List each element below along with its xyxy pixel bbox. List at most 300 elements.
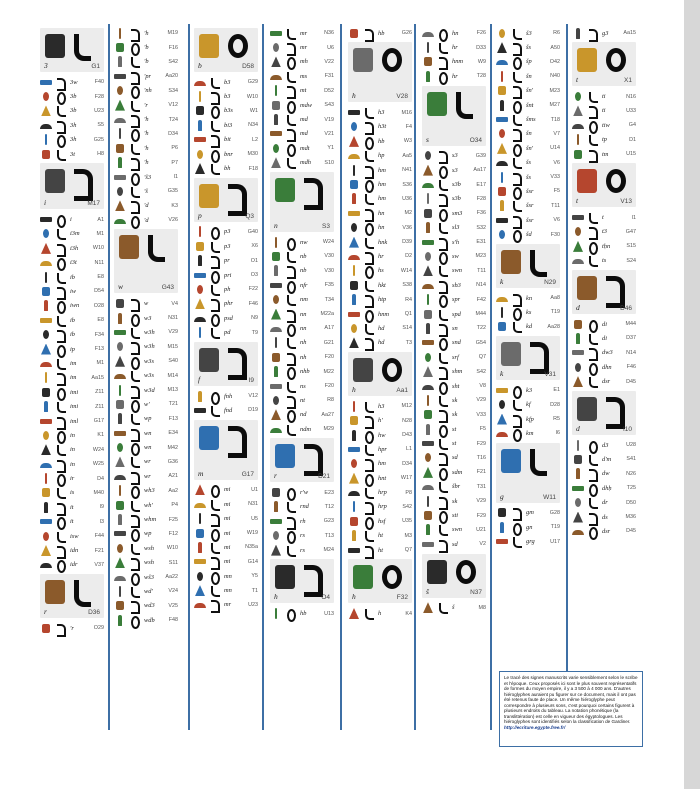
hieroglyph-icon: [496, 28, 508, 39]
hieroglyph-icon: [422, 452, 434, 463]
transliteration: w3: [144, 314, 152, 322]
sign-entry: [270, 156, 334, 170]
hieratic-sign-icon: [55, 459, 67, 470]
transliteration: kf: [526, 401, 531, 409]
sign-entry: [572, 524, 636, 538]
hieratic-sign-icon: [587, 512, 599, 523]
hieratic-sign-icon: [129, 572, 141, 583]
sign-entry: [348, 163, 412, 177]
hieratic-sign-icon: [209, 499, 221, 510]
hieratic-sign-icon: [363, 430, 375, 441]
gardiner-code: E8: [97, 274, 104, 281]
sign-entry: [194, 239, 258, 253]
hieroglyph-icon: [496, 71, 508, 82]
transliteration: bnr: [224, 150, 233, 158]
sign-entry: [496, 40, 560, 54]
gardiner-code: V31: [544, 371, 556, 379]
hieratic-sign-icon: [55, 531, 67, 542]
hieroglyph-icon: [422, 56, 434, 67]
hieroglyph-icon: [348, 458, 360, 469]
hieratic-sign-icon: [129, 215, 141, 226]
hieratic-sign-icon: [129, 600, 141, 611]
hieratic-sign-icon: [363, 208, 375, 219]
transliteration: nm: [300, 296, 308, 304]
hieroglyph-icon: [40, 272, 52, 283]
hieroglyph-icon: [270, 530, 282, 541]
sign-entry: [422, 537, 486, 551]
column-separator: [262, 24, 264, 730]
featured-sign-box: [270, 172, 334, 232]
hieroglyph-icon: [422, 395, 434, 406]
hieratic-sign-icon: [363, 193, 375, 204]
gardiner-code: V37: [94, 561, 104, 568]
hieratic-sign-icon: [55, 315, 67, 326]
hieratic-sign-icon: [511, 71, 523, 82]
transliteration: md: [300, 130, 308, 138]
sign-entry: [270, 422, 334, 436]
gardiner-code: N26: [626, 470, 636, 477]
hieroglyph-icon: [114, 114, 126, 125]
hieratic-sign-icon: [209, 484, 221, 495]
transliteration: 'b: [144, 58, 149, 66]
gardiner-code: F48: [168, 617, 178, 624]
gardiner-code: E17: [476, 181, 486, 188]
gardiner-code: N35a: [245, 544, 258, 551]
gardiner-code: E34: [168, 430, 178, 437]
hieratic-sign-icon: [363, 265, 375, 276]
sign-entry: [422, 278, 486, 292]
hieratic-sign-icon: [437, 237, 449, 248]
hieroglyph-icon: [496, 85, 508, 96]
sign-entry: [496, 320, 560, 334]
hieratic-sign-icon: [129, 298, 141, 309]
transliteration: spr: [452, 296, 461, 304]
gardiner-code: D28: [550, 401, 560, 408]
hieratic-sign-icon: [129, 172, 141, 183]
transliteration: km: [526, 429, 534, 437]
hieratic-sign-icon: [604, 276, 624, 302]
hieroglyph-icon: [422, 524, 434, 535]
transliteration: hnt: [378, 474, 387, 482]
hieratic-sign-icon: [437, 208, 449, 219]
hieratic-sign-icon: [129, 71, 141, 82]
transliteration: šs: [526, 159, 531, 167]
transliteration: fnd: [224, 406, 233, 414]
featured-sign-box: [114, 229, 178, 293]
sign-entry: [40, 89, 104, 103]
hieratic-sign-icon: [129, 500, 141, 511]
transliteration: šs: [526, 44, 531, 52]
hieratic-sign-icon: [209, 105, 221, 116]
gardiner-code: G39: [475, 152, 486, 159]
transliteration: 3t: [70, 150, 75, 158]
hieroglyph-icon: [270, 487, 282, 498]
hieratic-sign-icon: [209, 241, 221, 252]
transliteration: ts: [602, 257, 607, 265]
hieroglyph-icon: [40, 623, 52, 634]
hieratic-sign-icon: [285, 85, 297, 96]
hieratic-sign-icon: [363, 179, 375, 190]
hieroglyph-icon: [348, 309, 360, 320]
gardiner-code: S36: [402, 181, 412, 188]
gardiner-code: O42: [549, 58, 560, 65]
hieroglyph-icon: [572, 255, 584, 266]
hieratic-sign-icon: [285, 251, 297, 262]
hieratic-sign-icon: [587, 241, 599, 252]
sign-entry: [40, 299, 104, 313]
hieroglyph-icon: [348, 430, 360, 441]
sign-entry: [348, 26, 412, 40]
sign-entry: [194, 483, 258, 497]
transliteration: h': [378, 417, 383, 425]
hieratic-sign-icon: [129, 586, 141, 597]
hieroglyph-icon: [40, 459, 52, 470]
sign-entry: [194, 161, 258, 175]
gardiner-code: E1: [553, 387, 560, 394]
sign-entry: [496, 141, 560, 155]
gardiner-code: Q7: [478, 354, 486, 361]
transliteration: k: [500, 369, 504, 379]
transliteration: nh: [300, 353, 307, 361]
sign-entry: [270, 26, 334, 40]
sign-entry: [422, 177, 486, 191]
gardiner-code: N14: [626, 349, 636, 356]
transliteration: b: [198, 61, 202, 70]
hieroglyph-icon: [270, 251, 282, 262]
gardiner-code: F44: [94, 533, 104, 540]
gardiner-code: T11: [551, 202, 560, 209]
hieratic-sign-icon: [511, 522, 523, 533]
sign-entry: [114, 368, 178, 382]
hieratic-sign-icon: [437, 280, 449, 291]
column-separator: [414, 24, 416, 730]
gardiner-code: S5: [97, 122, 104, 129]
hieratic-sign-icon: [55, 214, 67, 225]
hieroglyph-icon: [114, 428, 126, 439]
sign-entry: [496, 98, 560, 112]
gardiner-code: D45: [626, 528, 636, 535]
transliteration: it: [70, 503, 74, 511]
transliteration: hb: [378, 137, 385, 145]
hieratic-sign-icon: [511, 128, 523, 139]
hieroglyph-icon: [40, 372, 52, 383]
gardiner-code: M42: [167, 444, 178, 451]
transliteration: iml: [70, 417, 79, 425]
hieratic-sign-icon: [55, 401, 67, 412]
hieratic-sign-icon: [72, 169, 92, 195]
transliteration: srf: [452, 353, 459, 361]
hieratic-sign-icon: [363, 473, 375, 484]
hieratic-sign-icon: [129, 456, 141, 467]
hieratic-sign-icon: [129, 485, 141, 496]
hieratic-sign-icon: [363, 501, 375, 512]
hieratic-sign-icon: [55, 545, 67, 556]
sign-entry: [422, 393, 486, 407]
sign-entry: [40, 543, 104, 557]
sign-entry: [114, 213, 178, 227]
hieroglyph-icon: [114, 100, 126, 111]
sign-entry: [114, 112, 178, 126]
sign-entry: [114, 141, 178, 155]
hieroglyph-icon: [114, 186, 126, 197]
sign-entry: [114, 184, 178, 198]
transliteration: st: [452, 440, 457, 448]
transliteration: ns: [300, 382, 306, 390]
hieratic-sign-icon: [129, 615, 141, 626]
hieratic-sign-icon: [528, 250, 548, 276]
sign-entry: [114, 584, 178, 598]
transliteration: mn: [224, 572, 232, 580]
sign-entry: [114, 354, 178, 368]
gardiner-code: V6: [553, 217, 560, 224]
hieratic-sign-icon: [129, 42, 141, 53]
gardiner-code: W14: [400, 267, 412, 274]
hieroglyph-icon: [572, 347, 584, 358]
transliteration: wdb: [144, 616, 155, 624]
hieroglyph-icon: [40, 358, 52, 369]
transliteration: sk: [452, 396, 458, 404]
sign-entry: [194, 225, 258, 239]
hieroglyph-icon: [45, 34, 65, 58]
sign-entry: [348, 442, 412, 456]
hieratic-sign-icon: [55, 387, 67, 398]
sign-entry: [114, 383, 178, 397]
hieroglyph-icon: [577, 169, 597, 193]
featured-sign-box: [496, 336, 560, 380]
gardiner-code: U23: [248, 601, 258, 608]
sign-entry: [270, 485, 334, 499]
sign-entry: [40, 621, 104, 635]
sign-entry: [270, 514, 334, 528]
hieroglyph-icon: [353, 565, 373, 589]
hieroglyph-icon: [270, 85, 282, 96]
hieroglyph-icon: [114, 42, 126, 53]
gardiner-code: F28: [94, 93, 104, 100]
gardiner-code: M16: [401, 109, 412, 116]
sign-entry: [114, 69, 178, 83]
transliteration: ti: [602, 93, 606, 101]
hieratic-sign-icon: [528, 342, 548, 368]
hieratic-sign-icon: [437, 409, 449, 420]
hieratic-sign-icon: [55, 516, 67, 527]
sign-entry: [422, 336, 486, 350]
transliteration: tm: [602, 150, 609, 158]
gardiner-code: G36: [167, 458, 178, 465]
transliteration: d3: [602, 441, 609, 449]
gardiner-code: U6: [327, 44, 334, 51]
hieroglyph-icon: [422, 602, 434, 613]
transliteration: wn: [144, 429, 152, 437]
gardiner-code: I3: [99, 518, 104, 525]
hieratic-sign-icon: [437, 42, 449, 53]
hieratic-sign-icon: [511, 321, 523, 332]
hieratic-sign-icon: [146, 235, 166, 261]
transliteration: im: [70, 359, 77, 367]
gardiner-code: A50: [550, 44, 560, 51]
transliteration: i3h: [70, 244, 79, 252]
gardiner-code: M36: [625, 514, 636, 520]
hieratic-sign-icon: [363, 545, 375, 556]
transliteration: sn: [452, 324, 458, 332]
transliteration: sk: [452, 497, 458, 505]
transliteration: in: [70, 460, 75, 468]
column-separator: [490, 24, 492, 730]
transliteration: šn': [526, 144, 534, 152]
transliteration: rs: [300, 532, 305, 540]
sign-entry: [40, 471, 104, 485]
gardiner-code: D52: [324, 87, 334, 94]
hieroglyph-icon: [114, 500, 126, 511]
hieroglyph-icon: [348, 501, 360, 512]
hieroglyph-icon: [572, 212, 584, 223]
hieroglyph-icon: [422, 71, 434, 82]
hieroglyph-icon: [572, 134, 584, 145]
transliteration: mi: [224, 515, 231, 523]
gardiner-code: F31: [324, 73, 334, 80]
gardiner-code: Aa2: [168, 487, 178, 494]
transliteration: wr: [144, 458, 151, 466]
transliteration: dsr: [602, 527, 611, 535]
hieratic-sign-icon: [209, 134, 221, 145]
transliteration: s3b: [452, 181, 461, 189]
gardiner-code: W19: [246, 530, 258, 536]
hieratic-sign-icon: [587, 226, 599, 237]
sign-entry: [270, 278, 334, 292]
sign-entry: [572, 467, 636, 481]
transliteration: h: [352, 385, 356, 395]
sign-entry: [194, 569, 258, 583]
scrollbar[interactable]: [684, 0, 700, 789]
hieratic-sign-icon: [363, 107, 375, 118]
gardiner-code: T19: [550, 524, 560, 531]
gardiner-code: Aa20: [165, 73, 178, 80]
transliteration: šsr: [526, 216, 534, 224]
gardiner-code: F12: [168, 530, 178, 537]
hieroglyph-icon: [348, 136, 360, 147]
gardiner-code: F46: [248, 300, 258, 307]
sign-entry: [40, 212, 104, 226]
hieroglyph-icon: [422, 366, 434, 377]
sign-entry: [422, 192, 486, 206]
gardiner-code: A21: [168, 473, 178, 480]
gardiner-code: V22: [324, 58, 334, 65]
gardiner-code: V12: [248, 393, 258, 400]
transliteration: 'h: [144, 159, 149, 167]
hieroglyph-icon: [40, 401, 52, 412]
gardiner-code: F29: [476, 512, 486, 519]
gardiner-code: G40: [247, 228, 258, 235]
transliteration: kn: [526, 294, 533, 302]
hieroglyph-icon: [422, 539, 434, 550]
sign-entry: [270, 336, 334, 350]
hieratic-sign-icon: [129, 100, 141, 111]
transliteration: w: [118, 282, 124, 292]
hieratic-sign-icon: [226, 184, 246, 210]
hieroglyph-icon: [40, 545, 52, 556]
gardiner-code: O3: [250, 272, 258, 279]
hieratic-sign-icon: [209, 255, 221, 266]
hieroglyph-icon: [422, 150, 434, 161]
hieratic-sign-icon: [587, 483, 599, 494]
hieratic-sign-icon: [285, 157, 297, 168]
hieroglyph-icon: [194, 571, 206, 582]
gardiner-code: S41: [626, 456, 636, 463]
sign-entry: [194, 540, 258, 554]
hieroglyph-icon: [194, 484, 206, 495]
hieratic-sign-icon: [587, 454, 599, 465]
transliteration: s3: [452, 152, 458, 160]
hieroglyph-icon: [348, 193, 360, 204]
gardiner-code: S10: [324, 159, 334, 166]
gardiner-code: V4: [171, 300, 178, 307]
hieratic-sign-icon: [285, 545, 297, 556]
note-link[interactable]: http://ecriture.egypte.free.fr/: [504, 724, 566, 730]
hieratic-sign-icon: [511, 293, 523, 304]
hieratic-sign-icon: [209, 313, 221, 324]
gardiner-code: T24: [168, 116, 178, 123]
transliteration: hm: [378, 460, 386, 468]
sign-entry: [572, 346, 636, 360]
gardiner-code: O28: [93, 302, 104, 309]
sign-entry: [496, 520, 560, 534]
gardiner-code: N14: [476, 282, 486, 289]
gardiner-code: F28: [476, 195, 486, 202]
hieroglyph-icon: [422, 251, 434, 262]
gardiner-code: M3: [404, 532, 412, 539]
sign-entry: [348, 292, 412, 306]
gardiner-code: N31: [248, 501, 258, 508]
gardiner-code: S42: [168, 58, 178, 65]
transliteration: hb: [300, 610, 307, 618]
transliteration: k3: [526, 386, 533, 394]
gardiner-code: T9: [251, 329, 258, 336]
transliteration: dsr: [602, 378, 611, 386]
hieroglyph-icon: [114, 370, 126, 381]
gardiner-code: Q1: [404, 311, 412, 318]
transliteration: b3s: [224, 107, 233, 115]
transliteration: mi: [224, 558, 231, 566]
gardiner-code: T16: [476, 454, 486, 461]
sign-entry: [572, 438, 636, 452]
hieroglyph-icon: [577, 276, 597, 300]
transliteration: dw: [602, 470, 610, 478]
hieratic-sign-icon: [209, 149, 221, 160]
transliteration: s: [426, 134, 429, 144]
transliteration: hn: [378, 224, 385, 232]
hieroglyph-icon: [194, 528, 206, 539]
hieroglyph-icon: [194, 313, 206, 324]
sign-entry: [270, 529, 334, 543]
hieratic-sign-icon: [129, 543, 141, 554]
transliteration: md: [300, 116, 308, 124]
hieratic-sign-icon: [129, 557, 141, 568]
gardiner-code: M13: [167, 387, 178, 393]
gardiner-code: W9: [477, 58, 486, 65]
sign-entry: [114, 412, 178, 426]
sign-entry: [114, 311, 178, 325]
hieratic-sign-icon: [437, 395, 449, 406]
transliteration: šnt: [526, 101, 534, 109]
transliteration: wsh: [144, 559, 154, 567]
sign-entry: [270, 249, 334, 263]
gardiner-code: F18: [248, 165, 258, 172]
gardiner-code: D21: [318, 473, 330, 481]
hieroglyph-icon: [422, 179, 434, 190]
hieratic-sign-icon: [437, 467, 449, 478]
transliteration: ms: [300, 72, 308, 80]
gardiner-code: L1: [406, 446, 412, 453]
gardiner-code: W3: [403, 138, 412, 145]
